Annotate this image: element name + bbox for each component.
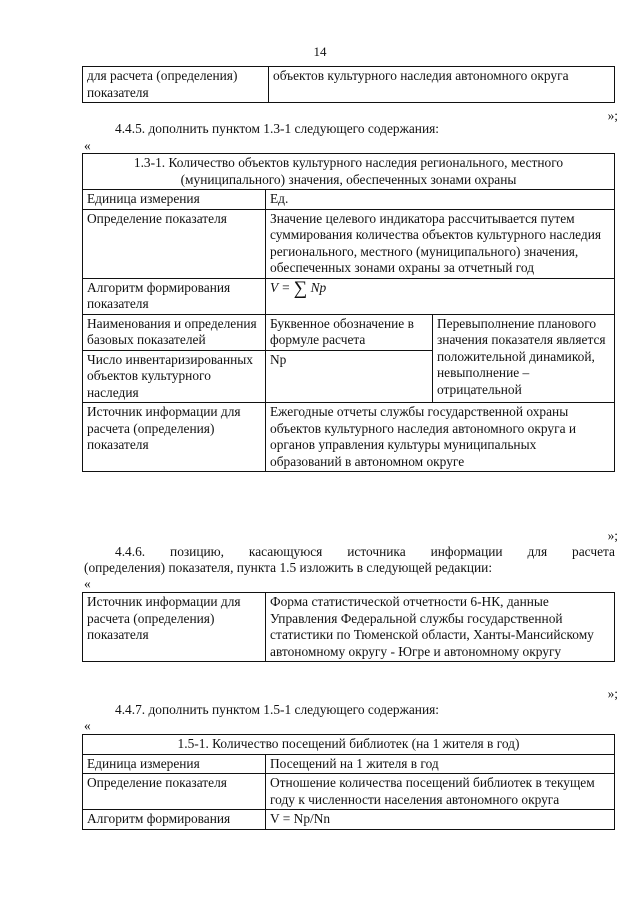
- source-label: Источник информации для расчета (определения) показателя: [83, 403, 266, 472]
- table-title: 1.5-1. Количество посещений библиотек (на 1 жителя в год): [83, 735, 615, 755]
- algorithm-label: Алгоритм формирования: [83, 810, 266, 830]
- top-table-right: объектов культурного наследия автономного округа: [269, 67, 615, 103]
- top-table-left: для расчета (определения) показателя: [83, 67, 269, 103]
- count-label: Число инвентаризированных объектов культурного наследия: [83, 350, 266, 403]
- table-row: [83, 278, 615, 314]
- count-symbol: Np: [266, 350, 433, 403]
- item-4-4-6: [84, 544, 615, 576]
- table-row: [83, 754, 615, 774]
- closing-quote-2: »;: [607, 528, 618, 543]
- definition-value: Значение целевого индикатора рассчитывается путем суммирования количества объектов культурного наследия регионального, местного (муниципального) значения, обеспеченных зонами охраны за отчетный год: [266, 209, 615, 278]
- table-1-3-1: [82, 153, 615, 472]
- table-row: [83, 209, 615, 278]
- table-row: [83, 67, 615, 103]
- table-row: [83, 810, 615, 830]
- table-row: [83, 593, 615, 662]
- algorithm-value: V = Np/Nn: [266, 810, 615, 830]
- table-row: [83, 314, 615, 350]
- closing-quote-3: »;: [607, 686, 618, 701]
- table-row: [83, 154, 615, 190]
- table-row: [83, 774, 615, 810]
- unit-value: Посещений на 1 жителя в год: [266, 754, 615, 774]
- definition-value: Отношение количества посещений библиотек в текущем году к численности населения автономного округа: [266, 774, 615, 810]
- unit-value: Ед.: [266, 190, 615, 210]
- opening-quote-1: «: [84, 138, 91, 153]
- base-note: Перевыполнение планового значения показателя является положительной динамикой, невыполнение – отрицательной: [433, 314, 615, 403]
- algorithm-label: Алгоритм формирования показателя: [83, 278, 266, 314]
- base-indicators-label: Наименования и определения базовых показателей: [83, 314, 266, 350]
- item-4-4-6-line-1: 4.4.6. позицию, касающуюся источника информации для расчета: [115, 544, 615, 559]
- table-row: [83, 735, 615, 755]
- unit-label: Единица измерения: [83, 190, 266, 210]
- source-value: Форма статистической отчетности 6-НК, данные Управления Федеральной службы государственной статистики по Тюменской области, Ханты-Мансийскому автономному округу - Югре и автономному округу: [266, 593, 615, 662]
- opening-quote-3: «: [84, 718, 91, 733]
- page-number: 14: [313, 44, 327, 59]
- top-table: [82, 66, 615, 103]
- table-row: [83, 403, 615, 472]
- item-4-4-5: 4.4.5. дополнить пунктом 1.3-1 следующего содержания:: [115, 121, 439, 136]
- closing-quote-1: »;: [607, 108, 618, 123]
- definition-label: Определение показателя: [83, 209, 266, 278]
- source-label: Источник информации для расчета (определения) показателя: [83, 593, 266, 662]
- base-symbol-header: Буквенное обозначение в формуле расчета: [266, 314, 433, 350]
- item-4-4-7: 4.4.7. дополнить пунктом 1.5-1 следующего содержания:: [115, 702, 439, 717]
- opening-quote-2: «: [84, 576, 91, 591]
- definition-label: Определение показателя: [83, 774, 266, 810]
- unit-label: Единица измерения: [83, 754, 266, 774]
- table-1-5-1: [82, 734, 615, 830]
- sigma-symbol: ∑: [293, 277, 308, 299]
- table-title: 1.3-1. Количество объектов культурного наследия регионального, местного (муниципального) значения, обеспеченных зонами охраны: [83, 154, 615, 190]
- table-1-5-source: [82, 592, 615, 662]
- source-value: Ежегодные отчеты службы государственной охраны объектов культурного наследия автономного округа и органов управления культуры муниципальных образований в автономном округе: [266, 403, 615, 472]
- table-row: [83, 190, 615, 210]
- algorithm-formula: V = ∑ Np: [266, 278, 615, 314]
- item-4-4-6-line-2: (определения) показателя, пункта 1.5 изложить в следующей редакции:: [84, 560, 493, 575]
